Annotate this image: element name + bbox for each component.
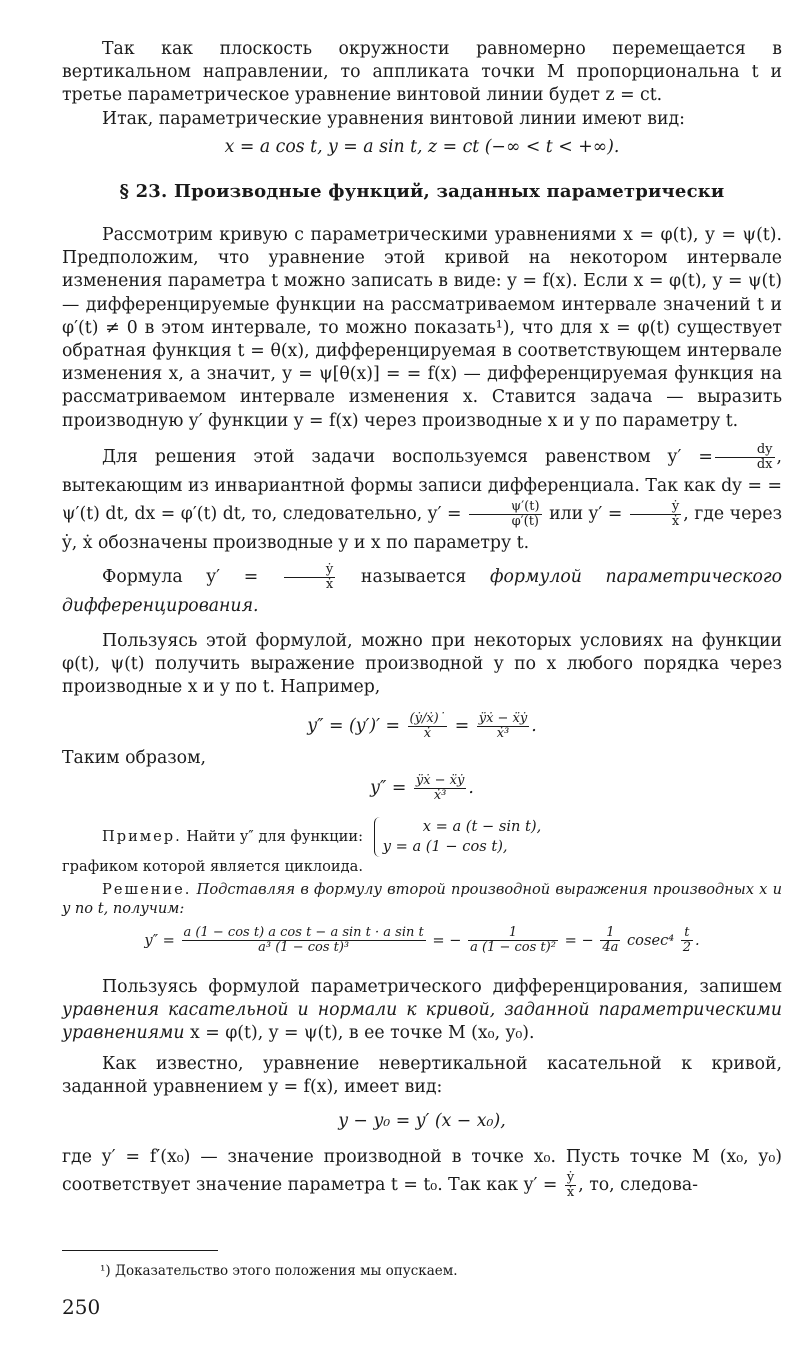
fraction	[600, 926, 620, 955]
text: = −	[564, 931, 594, 949]
italic-term: формулой параметрического дифференцирования.	[62, 566, 782, 616]
text: cosec⁴	[627, 931, 675, 949]
equation-line: y = a (1 − cos t),	[382, 837, 508, 855]
numerator: ẏ	[630, 500, 681, 515]
fraction	[414, 774, 467, 803]
numerator: (ẏ/ẋ)˙	[409, 711, 446, 727]
text: называется	[360, 566, 467, 587]
numerator: t	[681, 926, 693, 941]
solution-equation: y″ = $\frac{\text{a (1 − cos t) a cos t − a sin t · a sin t}}{\text{a³ (1 − cos t)³}}$ = − $\frac{1}{\text{a (1 − cos t)²}}$ = − $\frac{1}{4a}$ cosec⁴ $\frac{t}{2}$ .	[144, 925, 700, 956]
fraction	[469, 500, 542, 529]
footnote-divider	[62, 1250, 218, 1251]
italic-term: уравнения касательной и нормали к кривой, заданной параметрическими уравнениями	[62, 999, 782, 1044]
denominator: a (1 − cos t)²	[470, 940, 556, 956]
fraction	[681, 926, 693, 955]
text: где y′ = f′(x₀) — значение производной в точке x₀. Пусть точке M (x₀, y₀) соответствует значение параметра t = t₀. Так как y′ =	[62, 1146, 782, 1195]
denominator: 2	[682, 940, 692, 956]
denominator: dx	[756, 456, 773, 472]
denominator: ẋ³	[496, 726, 510, 742]
fraction	[468, 926, 558, 955]
page-body	[62, 38, 782, 1200]
fraction	[630, 500, 681, 529]
text: y″ = (y′)′ =	[307, 716, 401, 737]
equation-tangent: y − y₀ = y′ (x − x₀),	[338, 1110, 506, 1131]
fraction	[408, 712, 448, 741]
numerator: dy	[715, 443, 775, 458]
text: , вытекающим из инвариантной формы записи дифференциала. Так как dy = = ψ′(t) dt, dx = φ′(t) dt, то, следовательно, y′ =	[62, 446, 782, 524]
text: =	[454, 716, 470, 737]
text: y″ =	[370, 777, 407, 798]
solution-label: Решение.	[102, 880, 192, 898]
denominator: ẋ	[423, 726, 432, 742]
page-number: 250	[62, 1295, 101, 1319]
numerator: 1	[468, 926, 558, 941]
text: = −	[432, 931, 462, 949]
paragraph: Рассмотрим кривую с параметрическими уравнениями x = φ(t), y = ψ(t). Предположим, что уравнение этой кривой на некотором интервале изменения параметра t можно записать в виде: y = f(x). Если x = φ(t), y = ψ(t) — дифференцируемые функции на рассматриваемом интервале значений t и φ′(t) ≠ 0 в этом интервале, то можно показать¹), что для x = φ(t) существует обратная функция t = θ(x), дифференцируемая в соответствующем интервале изменения x, а значит, y = ψ[θ(x)] = = f(x) — дифференцируемая функция на рассматриваемом интервале изменения x. Ставится задача — выразить производную y′ функции y = f(x) через производные x и y по параметру t.	[62, 225, 782, 431]
text: Пользуясь формулой параметрического дифференцирования, запишем	[102, 976, 782, 997]
section-heading: § 23. Производные функций, заданных параметрически	[119, 181, 725, 203]
example-statement	[62, 817, 782, 857]
paragraph	[62, 443, 782, 557]
paragraph	[62, 976, 782, 1046]
solution	[62, 880, 782, 918]
paragraph	[62, 1143, 782, 1200]
paragraph: Так как плоскость окружности равномерно перемещается в вертикальном направлении, то аппликата точки M пропорциональна t и третье параметрическое уравнение винтовой линии будет z = ct.	[62, 39, 782, 106]
paragraph	[62, 563, 782, 620]
numerator: ÿẋ − ẍẏ	[415, 772, 465, 788]
denominator: a³ (1 − cos t)³	[258, 940, 350, 956]
text: Формула y′ =	[102, 566, 259, 587]
fraction	[284, 563, 335, 592]
paragraph: Таким образом,	[62, 748, 207, 769]
equation-result: y″ = $\frac{\text{ÿẋ − ẍẏ}}{\text{ẋ³}}$ .	[370, 772, 474, 803]
numerator: 1	[600, 926, 620, 941]
equation-line: x = a (t − sin t),	[422, 817, 542, 835]
example-block	[62, 817, 782, 956]
text: Найти y″ для функции:	[186, 827, 364, 845]
fraction	[715, 443, 775, 472]
paragraph: Пользуясь этой формулой, можно при некоторых условиях на функции φ(t), ψ(t) получить выражение производной y по x любого порядка через производные x и y по t. Например,	[62, 630, 782, 698]
paragraph: Как известно, уравнение невертикальной касательной к кривой, заданной уравнением y = f(x), имеет вид:	[62, 1054, 782, 1098]
text: , где через ẏ, ẋ обозначены производные y и x по параметру t.	[62, 503, 783, 553]
text: x = φ(t), y = ψ(t), в ее точке M (x₀, y₀).	[189, 1023, 535, 1044]
denominator: ẋ	[671, 513, 680, 529]
footnote: ¹) Доказательство этого положения мы опускаем.	[100, 1263, 458, 1279]
text: графиком которой является циклоида.	[62, 857, 363, 875]
denominator: ẋ	[566, 1184, 575, 1200]
paragraph: Итак, параметрические уравнения винтовой линии имеют вид:	[102, 108, 685, 129]
text: Подставляя в формулу второй производной выражения производных x и y по t, получим:	[62, 880, 783, 917]
fraction	[565, 1171, 576, 1200]
fraction	[477, 712, 530, 741]
numerator: ẏ	[284, 563, 335, 578]
text: , то, следова-	[578, 1174, 698, 1195]
fraction	[182, 926, 426, 955]
example-label: Пример.	[102, 827, 182, 845]
numerator: ψ′(t)	[469, 500, 542, 515]
denominator: 4a	[602, 940, 619, 956]
denominator: ẋ³	[433, 787, 447, 803]
text: Для решения этой задачи воспользуемся равенством y′ =	[102, 446, 713, 467]
system-of-equations	[374, 817, 542, 857]
equation-helix: x = a cos t, y = a sin t, z = ct (−∞ < t < +∞).	[224, 136, 620, 157]
denominator: ẋ	[325, 576, 334, 592]
numerator: a (1 − cos t) a cos t − a sin t · a sin t	[183, 925, 424, 941]
numerator: ÿẋ − ẍẏ	[478, 711, 528, 727]
text: y″ =	[144, 931, 175, 949]
text: или y′ =	[549, 503, 623, 524]
numerator: ẏ	[566, 1169, 575, 1185]
denominator: φ′(t)	[511, 513, 539, 529]
equation-second-derivative: y″ = (y′)′ = $\frac{\text{(ẏ/ẋ)˙}}{\text{ẋ}}$ = $\frac{\text{ÿẋ − ẍẏ}}{\text{ẋ³}}$ .	[307, 711, 537, 742]
